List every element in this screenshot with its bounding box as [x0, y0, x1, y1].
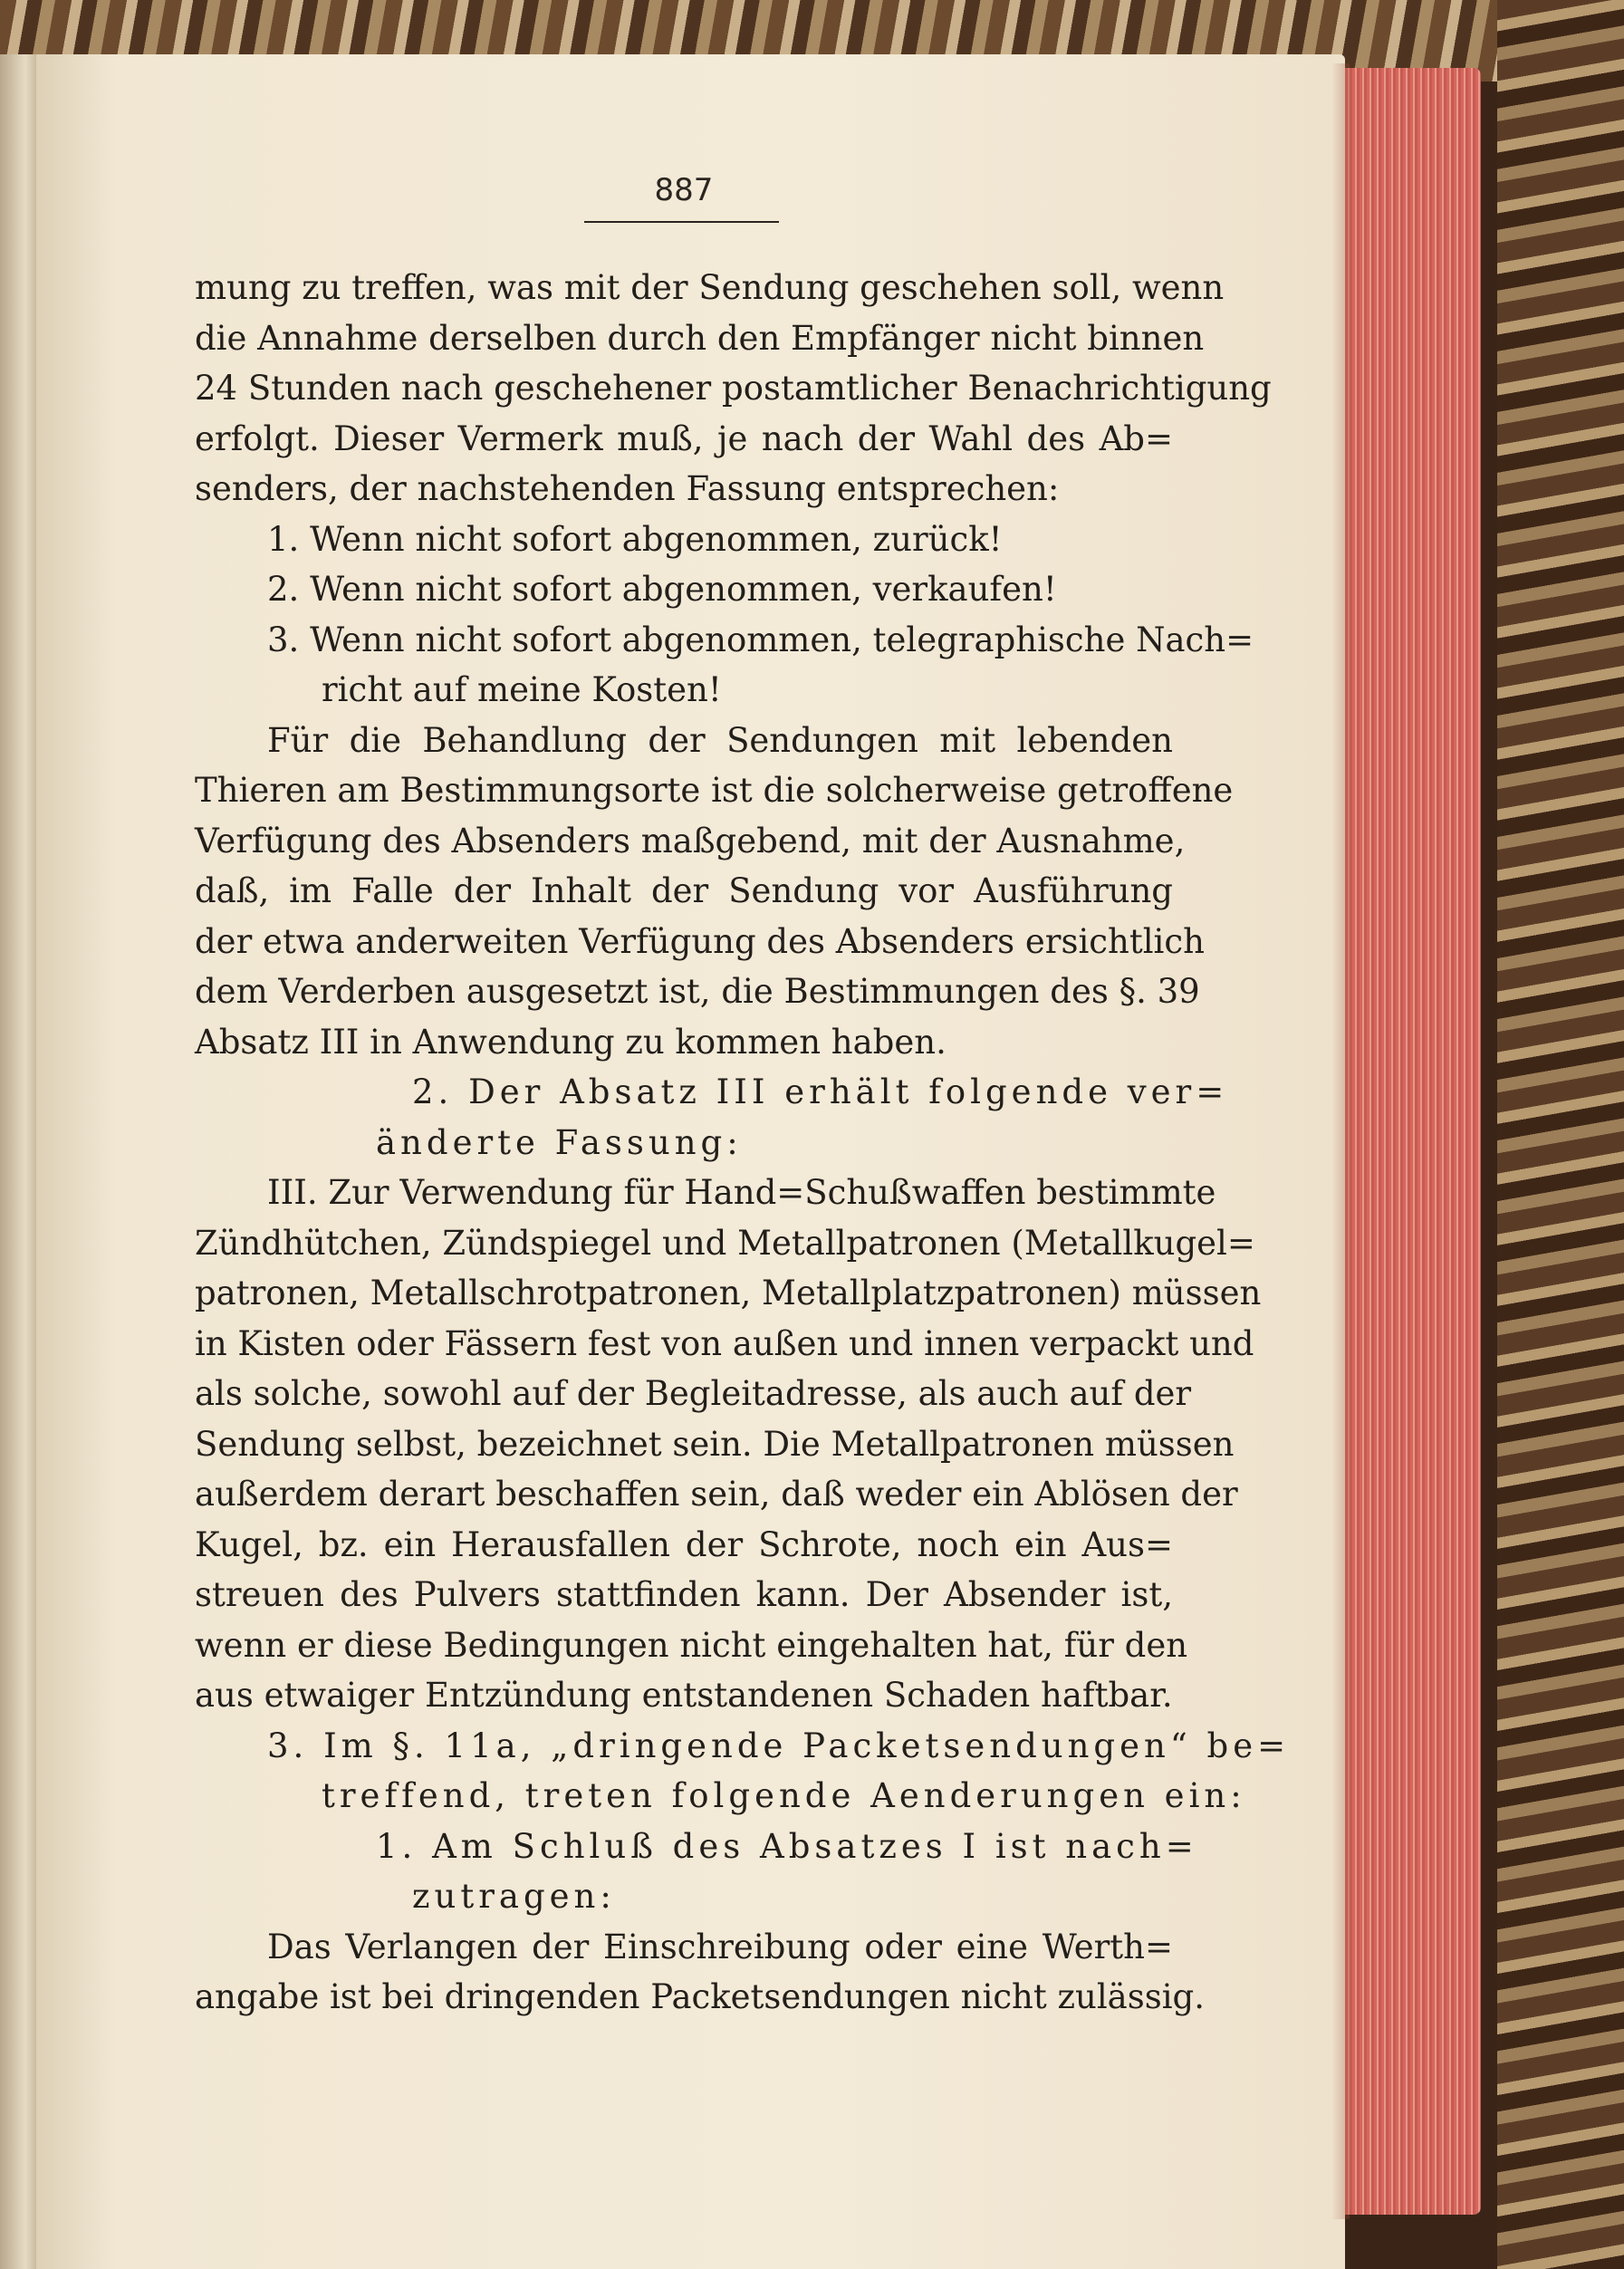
text-line: Zündhütchen, Zündspiegel und Metallpatronen (Metallkugel= [195, 1223, 1255, 1263]
text-line: Absatz III in Anwendung zu kommen haben. [195, 1022, 947, 1062]
list-item: 2. Wenn nicht sofort abgenommen, verkaufen! [267, 570, 1057, 609]
text-line: mung zu treffen, was mit der Sendung geschehen soll, wenn [195, 268, 1225, 307]
list-item-continuation: richt auf meine Kosten! [322, 670, 722, 709]
text-line: die Annahme derselben durch den Empfänger nicht binnen [195, 318, 1205, 358]
section-heading-continuation: treffend, treten folgende Aenderungen ein: [322, 1776, 1246, 1815]
text-line: patronen, Metallschrotpatronen, Metallplatzpatronen) müssen [195, 1274, 1262, 1312]
text-line: Sendung selbst, bezeichnet sein. Die Metallpatronen müssen [195, 1424, 1235, 1464]
page-number-rule [584, 221, 779, 223]
subsection-heading: 1. Am Schluß des Absatzes I ist nach= [376, 1826, 1198, 1866]
text-line: senders, der nachstehenden Fassung entsprechen: [195, 469, 1060, 508]
text-line: erfolgt. Dieser Vermerk muß, je nach der Wahl des Ab= [195, 418, 1173, 458]
section-heading: 2. Der Absatz III erhält folgende ver= [412, 1072, 1229, 1111]
text-line: Thieren am Bestimmungsorte ist die solcherweise getroffene [195, 771, 1234, 810]
section-heading: 3. Im §. 11a, „dringende Packetsendungen“ be= [267, 1726, 1291, 1765]
text-line: der etwa anderweiten Verfügung des Absenders ersichtlich [195, 921, 1205, 961]
text-line: außerdem derart beschaffen sein, daß weder ein Ablösen der [195, 1475, 1238, 1514]
paragraph-start: III. Zur Verwendung für Hand=Schußwaffen bestimmte [267, 1173, 1216, 1212]
text-line: Verfügung des Absenders maßgebend, mit der Ausnahme, [195, 821, 1186, 860]
text-line: angabe ist bei dringenden Packetsendungen nicht zulässig. [195, 1977, 1205, 2016]
body-text [195, 263, 1291, 2023]
list-item: 1. Wenn nicht sofort abgenommen, zurück! [267, 519, 1003, 559]
facing-page-edge [0, 54, 36, 2269]
list-item: 3. Wenn nicht sofort abgenommen, telegraphische Nach= [267, 620, 1254, 659]
text-line: aus etwaiger Entzündung entstandenen Schaden haftbar. [195, 1676, 1173, 1715]
subsection-heading-continuation: zutragen: [412, 1877, 616, 1916]
page-shadow [1331, 63, 1350, 2219]
paragraph-start: Das Verlangen der Einschreibung oder eine Werth= [267, 1927, 1173, 1966]
text-line: Kugel, bz. ein Herausfallen der Schrote, noch ein Aus= [195, 1524, 1173, 1564]
text-line: in Kisten oder Fässern fest von außen und innen verpackt und [195, 1323, 1254, 1363]
page-edges [1345, 68, 1481, 2215]
text-line: 24 Stunden nach geschehener postamtlicher Benachrichtigung [195, 369, 1272, 408]
book-cover-right [1497, 0, 1624, 2269]
page-number: 887 [654, 172, 714, 208]
paragraph-start: Für die Behandlung der Sendungen mit lebenden [267, 720, 1173, 760]
text-line: als solche, sowohl auf der Begleitadresse, als auch auf der [195, 1374, 1192, 1413]
section-heading-continuation: änderte Fassung: [376, 1122, 743, 1162]
text-line: dem Verderben ausgesetzt ist, die Bestimmungen des §. 39 [195, 972, 1200, 1011]
text-line: daß, im Falle der Inhalt der Sendung vor Ausführung [195, 871, 1173, 910]
text-line: streuen des Pulvers stattfinden kann. Der Absender ist, [195, 1575, 1173, 1614]
text-line: wenn er diese Bedingungen nicht eingehalten hat, für den [195, 1625, 1188, 1665]
